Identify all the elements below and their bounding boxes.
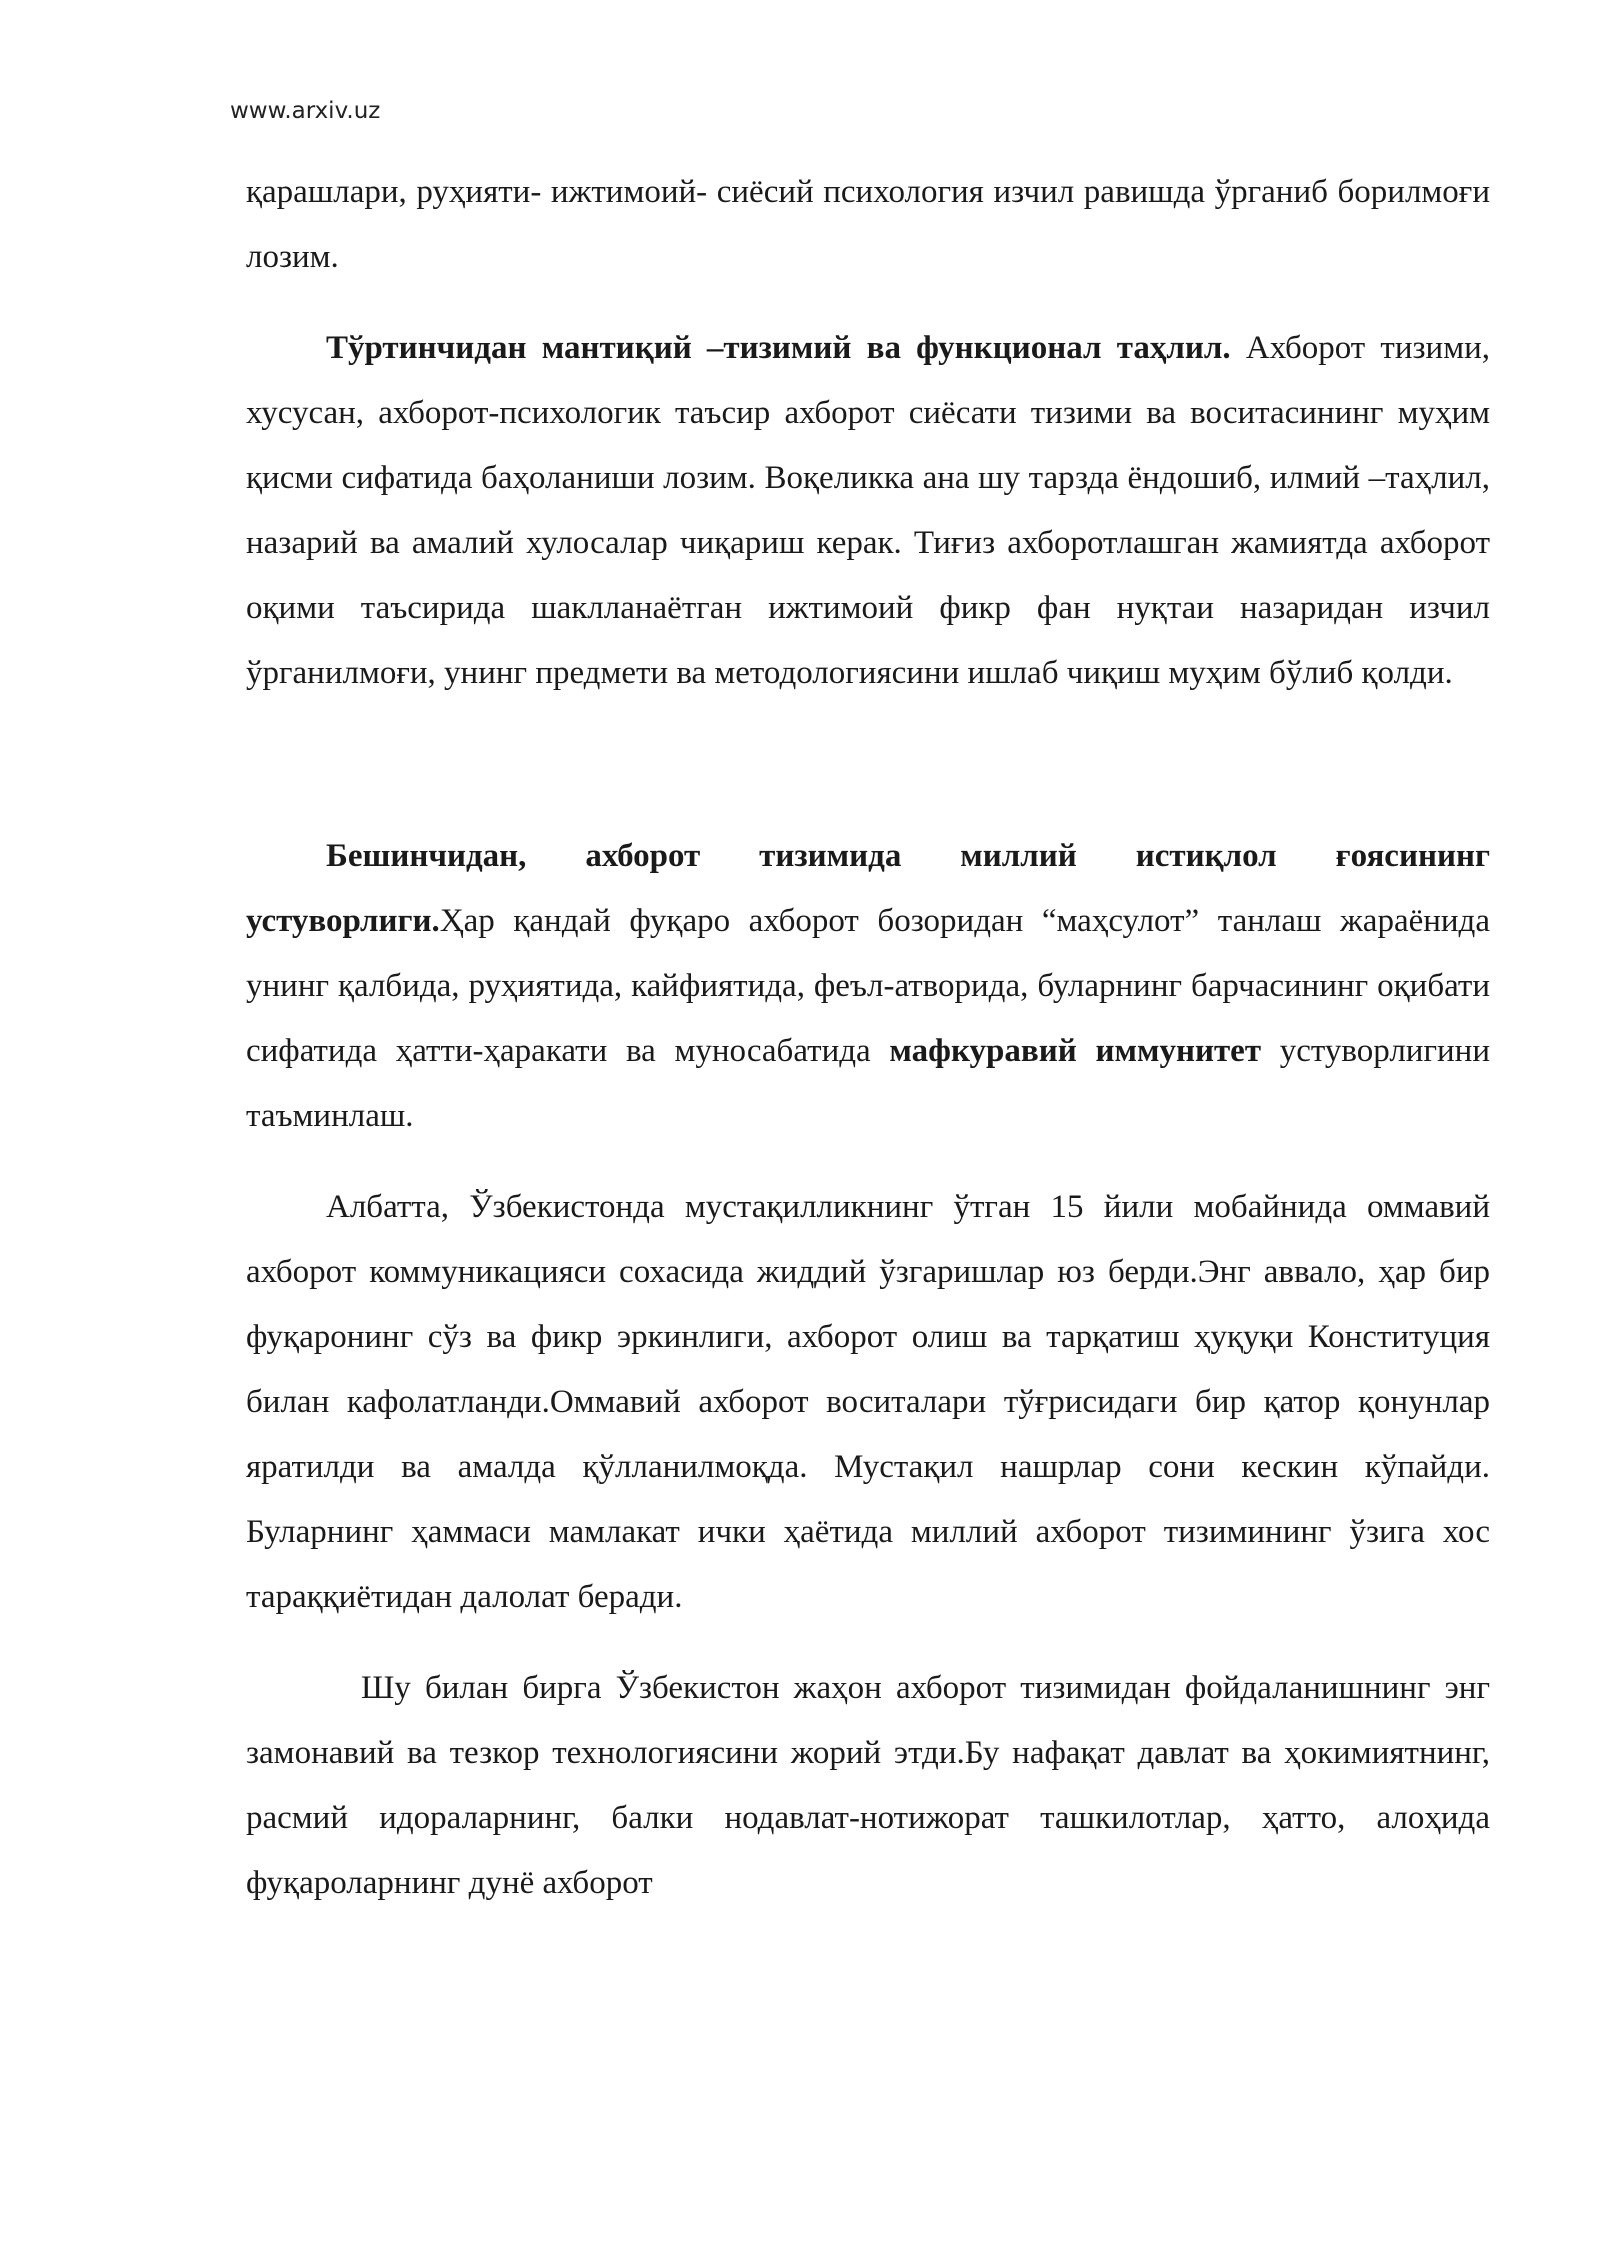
paragraph-2-lead: Тўртинчидан мантиқий –тизимий ва функционал таҳлил. bbox=[326, 330, 1231, 366]
paragraph-2 bbox=[246, 316, 1490, 706]
paragraph-4 bbox=[246, 1175, 1490, 1630]
paragraph-3-tail: устуворлигини таъминлаш. bbox=[246, 1033, 1490, 1134]
paragraph-1 bbox=[246, 160, 1490, 290]
paragraph-5 bbox=[246, 1656, 1490, 1916]
paragraph-1-text: қарашлари, руҳияти- ижтимоий- сиёсий психология изчил равишда ўрганиб борилмоғи лозим. bbox=[246, 174, 1490, 275]
paragraph-3-bold-term: мафкуравий иммунитет bbox=[889, 1033, 1262, 1069]
paragraph-4-text: Албатта, Ўзбекистонда мустақилликнинг ўтган 15 йили мобайнида оммавий ахборот коммуникацияси сохасида жиддий ўзгаришлар юз берди.Энг аввало, ҳар бир фуқаронинг сўз ва фикр эркинлиги, ахборот олиш ва тарқатиш ҳуқуқи Конституция билан кафолатланди.Оммавий ахборот воситалари тўғрисидаги бир қатор қонунлар яратилди ва амалда қўлланилмоқда. Мустақил нашрлар сони кескин кўпайди. Буларнинг ҳаммаси мамлакат ички ҳаётида миллий ахборот тизимининг ўзига хос тараққиётидан далолат беради. bbox=[246, 1189, 1490, 1615]
paragraph-2-text: Ахборот тизими, хусусан, ахборот-психологик таъсир ахборот сиёсати тизими ва воситасининг муҳим қисми сифатида баҳоланиши лозим. Воқеликка ана шу тарзда ёндошиб, илмий –таҳлил, назарий ва амалий хулосалар чиқариш керак. Тиғиз ахборотлашган жамиятда ахборот оқими таъсирида шаклланаётган ижтимоий фикр фан нуқтаи назаридан изчил ўрганилмоғи, унинг предмети ва методологиясини ишлаб чиқиш муҳим бўлиб қолди. bbox=[246, 330, 1490, 691]
paragraph-3-text: Ҳар қандай фуқаро ахборот бозоридан “маҳсулот” танлаш жараёнида унинг қалбида, руҳиятида, кайфиятида, феъл-атворида, буларнинг барчасининг оқибати сифатида ҳатти-ҳаракати ва муносабатида bbox=[246, 903, 1490, 1069]
paragraph-3 bbox=[246, 824, 1490, 1149]
paragraph-5-text: Шу билан бирга Ўзбекистон жаҳон ахборот тизимидан фойдаланишнинг энг замонавий ва тезкор технологиясини жорий этди.Бу нафақат давлат ва ҳокимиятнинг, расмий идораларнинг, балки нодавлат-нотижорат ташкилотлар, ҳатто, алоҳида фуқароларнинг дунё ахборот bbox=[246, 1670, 1490, 1901]
document-body bbox=[246, 160, 1490, 1916]
paragraph-3-lead: Бешинчидан, ахборот тизимида миллий истиқлол ғоясининг устуворлиги. bbox=[246, 838, 1490, 939]
header-url: www.arxiv.uz bbox=[230, 98, 381, 124]
